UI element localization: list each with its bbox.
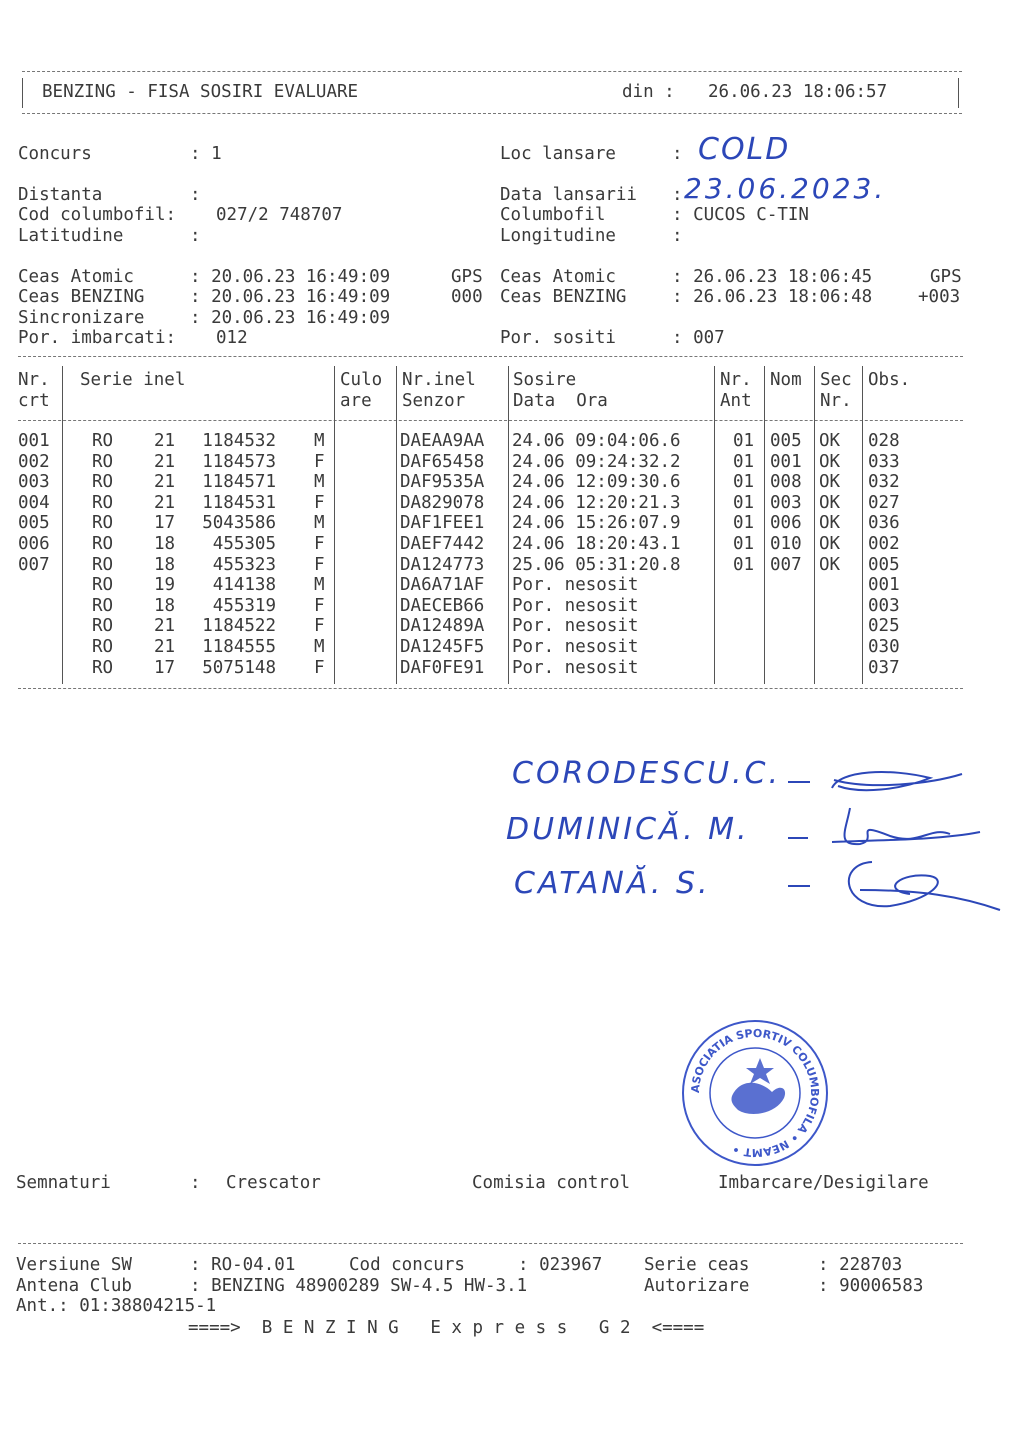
header-bottom-border [22,113,962,114]
cell-sex: F [314,554,325,575]
cell-tara: RO [92,451,114,472]
data-lansarii-sep: : [672,185,683,205]
ant-line: Ant.: 01:38804215-1 [16,1296,217,1316]
imbarcati-value: 012 [216,328,248,348]
sincronizare-label: Sincronizare [18,308,145,328]
table-row [0,472,1024,493]
cell-tara: RO [92,657,114,678]
antena-label: Antena Club [16,1276,132,1296]
cell-an: 18 [154,534,176,554]
latitudine-label: Latitudine [18,226,124,246]
cell-obs: 036 [868,513,900,534]
header-top-border [22,71,962,72]
table-bottom-border [18,688,963,689]
cell-ant: 01 [733,472,755,493]
cell-sosire: Por. nesosit [512,595,639,616]
cell-nr-inel: 455323 [212,554,276,575]
cell-tara: RO [92,492,114,513]
loc-lansare-sep: : [672,144,683,164]
imbarcati-label: Por. imbarcati: [18,328,177,348]
cell-nr: 004 [18,492,50,513]
right-benzing-value: : 26.06.23 18:06:48 [672,287,873,307]
cell-tara: RO [92,616,114,637]
cell-sec: OK [819,472,841,493]
cell-senzor: DA12489A [400,616,485,637]
cell-nr-inel: 455319 [212,595,276,616]
right-benzing-label: Ceas BENZING [500,287,627,307]
table-row [0,637,1024,658]
sositi-value: : 007 [672,328,725,348]
loc-lansare-label: Loc lansare [500,144,616,164]
crescator-label: Crescator [226,1173,321,1193]
table-row [0,616,1024,637]
cell-nr-inel: 5075148 [202,657,276,678]
cell-ant: 01 [733,431,755,451]
cell-nr: 003 [18,472,50,493]
serie-ceas-value: : 228703 [818,1255,903,1275]
data-lansarii-label: Data lansarii [500,185,637,205]
semnaturi-label: Semnaturi [16,1173,111,1193]
distanta-label: Distanta [18,185,103,205]
cell-senzor: DAECEB66 [400,595,485,616]
handwritten-signature-2: DUMINICĂ. M. [506,812,750,847]
th-sec-nr: Nr. [820,391,852,411]
semnaturi-sep: : [190,1173,201,1193]
cell-nr: 006 [18,534,50,554]
cell-an: 18 [154,595,176,616]
cell-tara: RO [92,554,114,575]
table-row [0,431,1024,452]
table-row [0,575,1024,596]
cell-tara: RO [92,513,114,534]
cell-sosire: 25.06 05:31:20.8 [512,554,681,575]
cell-an: 21 [154,431,176,451]
right-benzing-suffix: +003 [918,287,961,307]
th-nom: Nom [770,370,802,390]
versiune-label: Versiune SW [16,1255,132,1275]
th-sec: Sec [820,370,852,390]
cell-an: 21 [154,637,176,657]
cell-senzor: DAF1FEE1 [400,513,485,534]
antena-value: : BENZING 48900289 SW-4.5 HW-3.1 [190,1276,528,1296]
cell-an: 21 [154,492,176,513]
right-atomic-suffix: GPS [930,267,962,287]
cell-obs: 005 [868,554,900,575]
autorizare-value: : 90006583 [818,1276,924,1296]
cell-nom: 005 [770,431,802,451]
cell-tara: RO [92,472,114,493]
cod-concurs-label: Cod concurs [349,1255,465,1275]
left-benzing-value: : 20.06.23 16:49:09 [190,287,391,307]
cell-ant: 01 [733,451,755,472]
autorizare-label: Autorizare [644,1276,750,1296]
cell-senzor: DA6A71AF [400,575,485,596]
loc-lansare-handwritten: COLD [698,132,791,167]
left-atomic-label: Ceas Atomic [18,267,134,287]
cell-tara: RO [92,431,114,451]
cell-senzor: DAF65458 [400,451,485,472]
cell-ant: 01 [733,513,755,534]
cell-senzor: DAF0FE91 [400,657,485,678]
cell-sex: M [314,637,325,657]
cell-sec: OK [819,451,841,472]
th-crt: crt [18,391,50,411]
cell-nr-inel: 1184522 [202,616,276,637]
cell-sosire: Por. nesosit [512,657,639,678]
left-atomic-value: : 20.06.23 16:49:09 [190,267,391,287]
cell-an: 18 [154,554,176,575]
cell-sosire: 24.06 12:09:30.6 [512,472,681,493]
th-nr: Nr. [18,370,50,390]
print-date: 26.06.23 18:06:57 [708,82,888,102]
cell-obs: 002 [868,534,900,554]
stamp-text: ASOCIATIA SPORTIV COLUMBOFILA • NEAMT • [688,1026,822,1160]
cell-senzor: DAEF7442 [400,534,485,554]
cell-sec: OK [819,431,841,451]
cell-obs: 028 [868,431,900,451]
cell-nom: 006 [770,513,802,534]
th-ant: Ant [720,391,752,411]
cell-sosire: 24.06 15:26:07.9 [512,513,681,534]
latitudine-value: : [190,226,201,246]
cell-nr-inel: 5043586 [202,513,276,534]
cell-sec: OK [819,554,841,575]
cell-an: 21 [154,472,176,493]
cell-sosire: 24.06 09:24:32.2 [512,451,681,472]
right-atomic-label: Ceas Atomic [500,267,616,287]
cell-sec: OK [819,492,841,513]
signature-scribbles [780,760,1010,920]
cell-ant: 01 [733,492,755,513]
cell-senzor: DAEAA9AA [400,431,485,451]
cell-senzor: DAF9535A [400,472,485,493]
table-row [0,658,1024,679]
left-benzing-label: Ceas BENZING [18,287,145,307]
cell-sosire: 24.06 18:20:43.1 [512,534,681,554]
columbofil-value: : CUCOS C-TIN [672,205,809,225]
th-culo: Culo [340,370,383,390]
cell-nr: 005 [18,513,50,534]
th-senzor: Senzor [402,391,466,411]
th-nr-inel: Nr.inel [402,370,476,390]
cell-sec: OK [819,534,841,554]
cell-obs: 003 [868,595,900,616]
serie-ceas-label: Serie ceas [644,1255,750,1275]
cell-nr: 002 [18,451,50,472]
cell-nr-inel: 1184531 [202,492,276,513]
cell-nr-inel: 1184573 [202,451,276,472]
cell-sex: M [314,575,325,596]
cell-sosire: 24.06 09:04:06.6 [512,431,681,451]
cell-senzor: DA124773 [400,554,485,575]
cell-nom: 008 [770,472,802,493]
footer-border [18,1243,963,1244]
table-row [0,555,1024,576]
cell-sosire: Por. nesosit [512,637,639,657]
cell-obs: 025 [868,616,900,637]
club-stamp-icon [680,1018,830,1168]
longitudine-value: : [672,226,683,246]
sositi-label: Por. sositi [500,328,616,348]
handwritten-signature-1: CORODESCU.C. [512,756,782,791]
cod-concurs-value: : 023967 [518,1255,603,1275]
cell-an: 19 [154,575,176,596]
th-obs: Obs. [868,370,911,390]
cell-nom: 001 [770,451,802,472]
cell-sex: M [314,472,325,493]
cell-obs: 037 [868,657,900,678]
cell-obs: 032 [868,472,900,493]
table-row [0,534,1024,555]
cell-sex: M [314,431,325,451]
cell-senzor: DA1245F5 [400,637,485,657]
table-header-border [18,420,963,421]
cod-columbofil-value: 027/2 748707 [216,205,343,225]
table-row [0,493,1024,514]
cell-sex: F [314,616,325,637]
versiune-value: : RO-04.01 [190,1255,296,1275]
cell-nr: 007 [18,554,50,575]
table-row [0,452,1024,473]
table-top-border [18,356,963,357]
document-title: BENZING - FISA SOSIRI EVALUARE [42,82,359,102]
data-lansarii-handwritten: 23.06.2023. [684,172,887,205]
benzing-banner: ====> B E N Z I N G E x p r e s s G 2 <==== [188,1318,705,1338]
cell-nom: 007 [770,554,802,575]
th-data-ora: Data Ora [513,391,608,411]
cell-obs: 001 [868,575,900,596]
cell-tara: RO [92,575,114,596]
cell-sex: F [314,492,325,513]
left-benzing-suffix: 000 [451,287,483,307]
cell-sex: F [314,595,325,616]
cell-sec: OK [819,513,841,534]
imbarcare-label: Imbarcare/Desigilare [718,1173,929,1193]
th-serie-inel: Serie inel [80,370,186,390]
cell-an: 21 [154,451,176,472]
cell-sosire: Por. nesosit [512,575,639,596]
cell-nr-inel: 414138 [212,575,276,596]
cell-senzor: DA829078 [400,492,485,513]
cell-nr-inel: 1184555 [202,637,276,657]
cell-an: 21 [154,616,176,637]
cell-sosire: Por. nesosit [512,616,639,637]
cell-tara: RO [92,595,114,616]
cell-obs: 033 [868,451,900,472]
distanta-value: : [190,185,201,205]
cell-ant: 01 [733,554,755,575]
cell-nr-inel: 1184532 [202,431,276,451]
longitudine-label: Longitudine [500,226,616,246]
cell-an: 17 [154,657,176,678]
columbofil-label: Columbofil [500,205,606,225]
cell-sex: F [314,534,325,554]
handwritten-signature-3: CATANĂ. S. [514,866,711,901]
left-atomic-suffix: GPS [451,267,483,287]
cell-sex: M [314,513,325,534]
date-label: din : [622,82,675,102]
cell-nom: 010 [770,534,802,554]
right-atomic-value: : 26.06.23 18:06:45 [672,267,873,287]
th-sosire: Sosire [513,370,577,390]
th-nr-ant: Nr. [720,370,752,390]
cell-tara: RO [92,534,114,554]
cell-nr-inel: 1184571 [202,472,276,493]
concurs-label: Concurs [18,144,92,164]
th-are: are [340,391,372,411]
cell-nr-inel: 455305 [212,534,276,554]
table-row [0,513,1024,534]
table-row [0,596,1024,617]
sincronizare-value: : 20.06.23 16:49:09 [190,308,391,328]
cell-sex: F [314,657,325,678]
concurs-value: : 1 [190,144,222,164]
comisia-label: Comisia control [472,1173,631,1193]
cell-ant: 01 [733,534,755,554]
cell-nom: 003 [770,492,802,513]
cell-tara: RO [92,637,114,657]
cell-sosire: 24.06 12:20:21.3 [512,492,681,513]
header-right-border [958,78,959,108]
header-left-border [22,78,23,108]
cell-an: 17 [154,513,176,534]
cell-obs: 030 [868,637,900,657]
cell-obs: 027 [868,492,900,513]
cell-nr: 001 [18,431,50,451]
cod-columbofil-label: Cod columbofil: [18,205,177,225]
cell-sex: F [314,451,325,472]
